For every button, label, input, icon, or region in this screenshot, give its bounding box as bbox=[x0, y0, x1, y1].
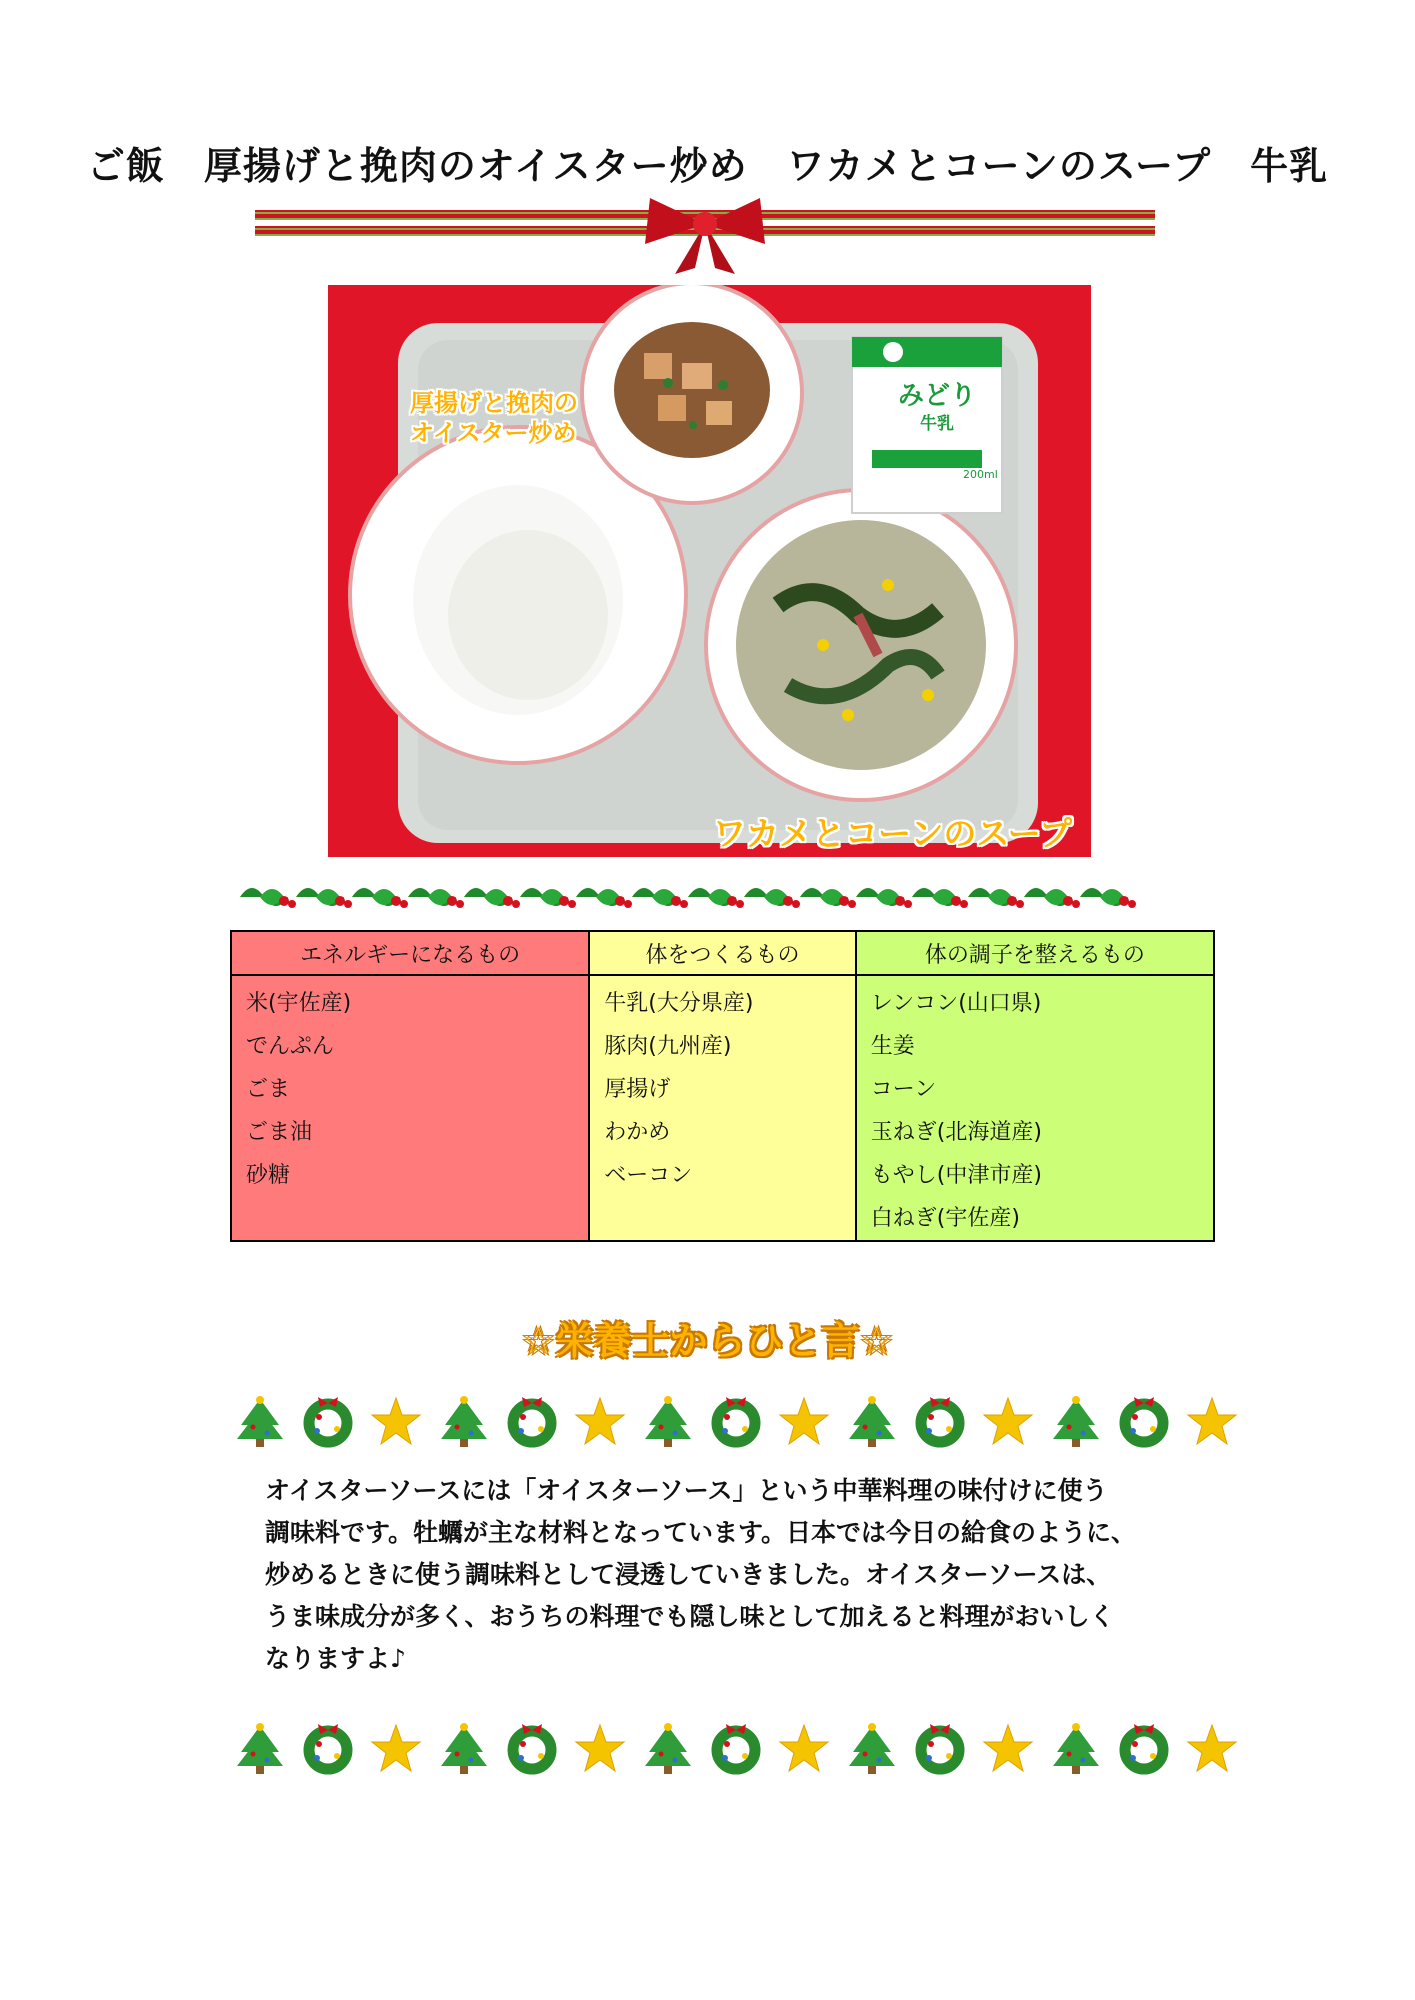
list-item: ごま bbox=[246, 1077, 291, 1102]
soup-label: ワカメとコーンのスープ bbox=[713, 814, 1073, 853]
list-item: もやし(中津市産) bbox=[870, 1163, 1042, 1188]
list-item: 玉ねぎ(北海道産) bbox=[870, 1120, 1042, 1145]
milk-brand: みどり bbox=[898, 381, 977, 411]
oyster-stirfry-label: 厚揚げと挽肉の オイスター炒め bbox=[410, 389, 578, 447]
nutrition-table bbox=[230, 930, 1215, 1242]
list-item: コーン bbox=[870, 1077, 937, 1102]
header-condition: 体の調子を整えるもの bbox=[856, 931, 1214, 975]
header-energy: エネルギーになるもの bbox=[231, 931, 589, 975]
list-item: 厚揚げ bbox=[604, 1077, 671, 1102]
nutritionist-message bbox=[265, 1470, 1235, 1680]
list-item: ごま油 bbox=[246, 1120, 313, 1145]
message-line: オイスターソースには「オイスターソース」という中華料理の味付けに使う bbox=[265, 1476, 1108, 1505]
list-item: 牛乳(大分県産) bbox=[604, 991, 754, 1016]
list-item: 豚肉(九州産) bbox=[604, 1034, 732, 1059]
message-line: なりますよ♪ bbox=[265, 1644, 406, 1673]
holly-garland-icon bbox=[240, 877, 1150, 917]
message-line: 炒めるときに使う調味料として浸透していきました。オイスターソースは、 bbox=[265, 1560, 1112, 1589]
page-title: ご飯 厚揚げと挽肉のオイスター炒め ワカメとコーンのスープ 牛乳 bbox=[86, 144, 1329, 188]
list-item: レンコン(山口県) bbox=[870, 991, 1042, 1016]
list-item: 白ねぎ(宇佐産) bbox=[870, 1206, 1020, 1231]
lunch-photo bbox=[328, 285, 1091, 857]
milk-name: 牛乳 bbox=[920, 414, 954, 434]
list-item: わかめ bbox=[604, 1120, 671, 1145]
milk-volume: 200ml bbox=[963, 468, 998, 481]
list-item: 砂糖 bbox=[246, 1163, 291, 1188]
list-item: ベーコン bbox=[604, 1163, 693, 1188]
message-line: 調味料です。牡蠣が主な材料となっています。日本では今日の給食のように、 bbox=[265, 1518, 1137, 1547]
header-body: 体をつくるもの bbox=[589, 931, 856, 975]
condition-column bbox=[856, 975, 1214, 1241]
list-item: 生姜 bbox=[870, 1034, 915, 1059]
energy-column bbox=[231, 975, 589, 1241]
body-column bbox=[589, 975, 856, 1241]
ribbon-bow-icon bbox=[255, 196, 1155, 276]
list-item: でんぷん bbox=[246, 1034, 335, 1059]
christmas-deco-row bbox=[235, 1395, 1265, 1449]
section-heading: ☆栄養士からひと言☆ bbox=[521, 1319, 894, 1363]
message-line: うま味成分が多く、おうちの料理でも隠し味として加えると料理がおいしく bbox=[265, 1602, 1115, 1631]
christmas-deco-row bbox=[235, 1722, 1265, 1776]
list-item: 米(宇佐産) bbox=[246, 991, 352, 1016]
